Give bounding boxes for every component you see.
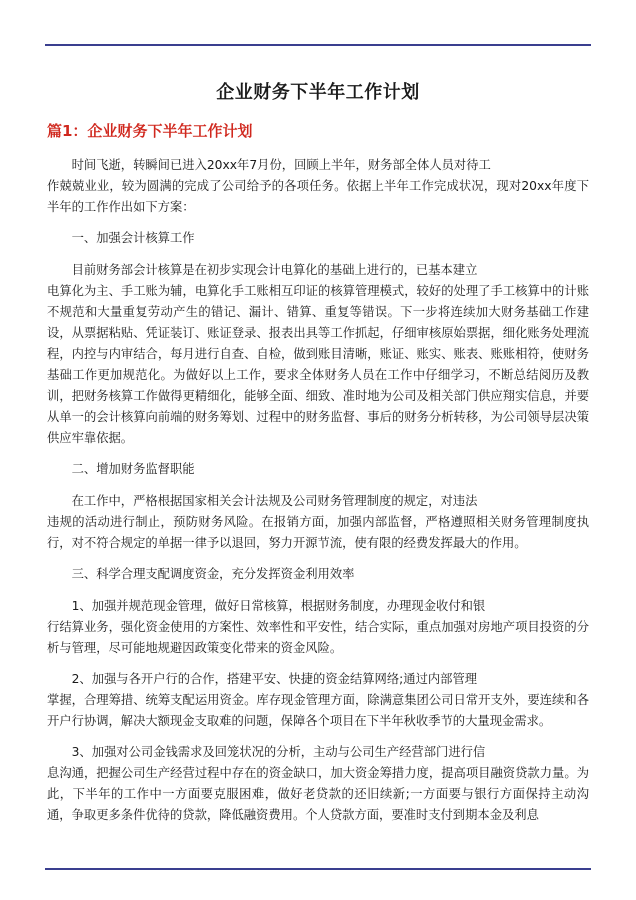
document-body [47, 78, 589, 836]
footer-rule [45, 868, 591, 870]
section1-first-line: 目前财务部会计核算是在初步实现会计电算化的基础上进行的，已基本建立 [71, 263, 478, 277]
section3-heading: 三、科学合理支配调度资金，充分发挥资金利用效率 [71, 567, 355, 581]
section2-first-line: 在工作中，严格根据国家相关会计法规及公司财务管理制度的规定，对违法 [71, 494, 478, 508]
section2-paragraph [47, 491, 589, 554]
section3-item3-first-line: 3、加强对公司金钱需求及回笼状况的分析，主动与公司生产经营部门进行信 [71, 745, 486, 759]
section3-item1 [47, 596, 589, 659]
document-title: 企业财务下半年工作计划 [216, 82, 420, 103]
intro-rest: 作兢兢业业，较为圆满的完成了公司给予的各项任务。依据上半年工作完成状况，现对20xx年度下半年的工作作出如下方案： [47, 179, 589, 214]
section2-rest: 违规的活动进行制止，预防财务风险。在报销方面，加强内部监督，严格遵照相关财务管理制度执行，对不符合规定的单据一律予以退回，努力开源节流，使有限的经费发挥最大的作用。 [47, 515, 589, 550]
section2-heading: 二、增加财务监督职能 [71, 462, 195, 476]
chapter-heading: 篇1：企业财务下半年工作计划 [47, 122, 253, 140]
section1-heading: 一、加强会计核算工作 [71, 231, 195, 245]
section3-item1-rest: 行结算业务，强化资金使用的方案性、效率性和平安性，结合实际，重点加强对房地产项目投资的分析与管理，尽可能地规避因政策变化带来的资金风险。 [47, 620, 589, 655]
section1-rest: 电算化为主、手工账为辅，电算化手工账相互印证的核算管理模式，较好的处理了手工核算中的计账不规范和大量重复劳动产生的错记、漏计、错算、重复等错误。下一步将连续加大财务基础工作建设，从票据粘贴、凭证装订、账证登录、报表出具等工作抓起，仔细审核原始票据，细化账务处理流程，内控与内审结合，每月进行自查、自检，做到账目清晰，账证、账实、账表、账账相符，使财务基础工作更加规范化。为做好以上工作，要求全体财务人员在工作中仔细学习，不断总结阅历及教训，把财务核算工作做得更精细化，能够全面、细致、准时地为公司及相关部门供应翔实信息，并要从单一的会计核算向前端的财务筹划、过程中的财务监督、事后的财务分析转移，为公司领导层决策供应牢靠依据。 [47, 284, 589, 445]
section3-item3-rest: 息沟通，把握公司生产经营过程中存在的资金缺口，加大资金筹措力度，提高项目融资贷款力量。为此，下半年的工作中一方面要克服困难，做好老贷款的还旧续新;一方面要与银行方面保持主动沟通，争取更多条件优待的贷款，降低融资费用。个人贷款方面，要准时支付到期本金及利息 [47, 766, 589, 822]
section3-item1-first-line: 1、加强并规范现金管理，做好日常核算，根据财务制度，办理现金收付和银 [71, 599, 486, 613]
section3-item3 [47, 742, 589, 826]
section3-item2 [47, 669, 589, 732]
intro-paragraph [47, 155, 589, 218]
intro-first-line: 时间飞逝，转瞬间已进入20xx年7月份，回顾上半年，财务部全体人员对待工 [71, 158, 491, 172]
section3-item2-first-line: 2、加强与各开户行的合作，搭建平安、快捷的资金结算网络;通过内部管理 [71, 672, 478, 686]
section3-item2-rest: 掌握，合理筹措、统筹支配运用资金。库存现金管理方面，除满意集团公司日常开支外，要连续和各开户行协调，解决大额现金支取难的问题，保障各个项目在下半年秋收季节的大量现金需求。 [47, 693, 589, 728]
section1-paragraph [47, 260, 589, 449]
header-rule [45, 44, 591, 46]
